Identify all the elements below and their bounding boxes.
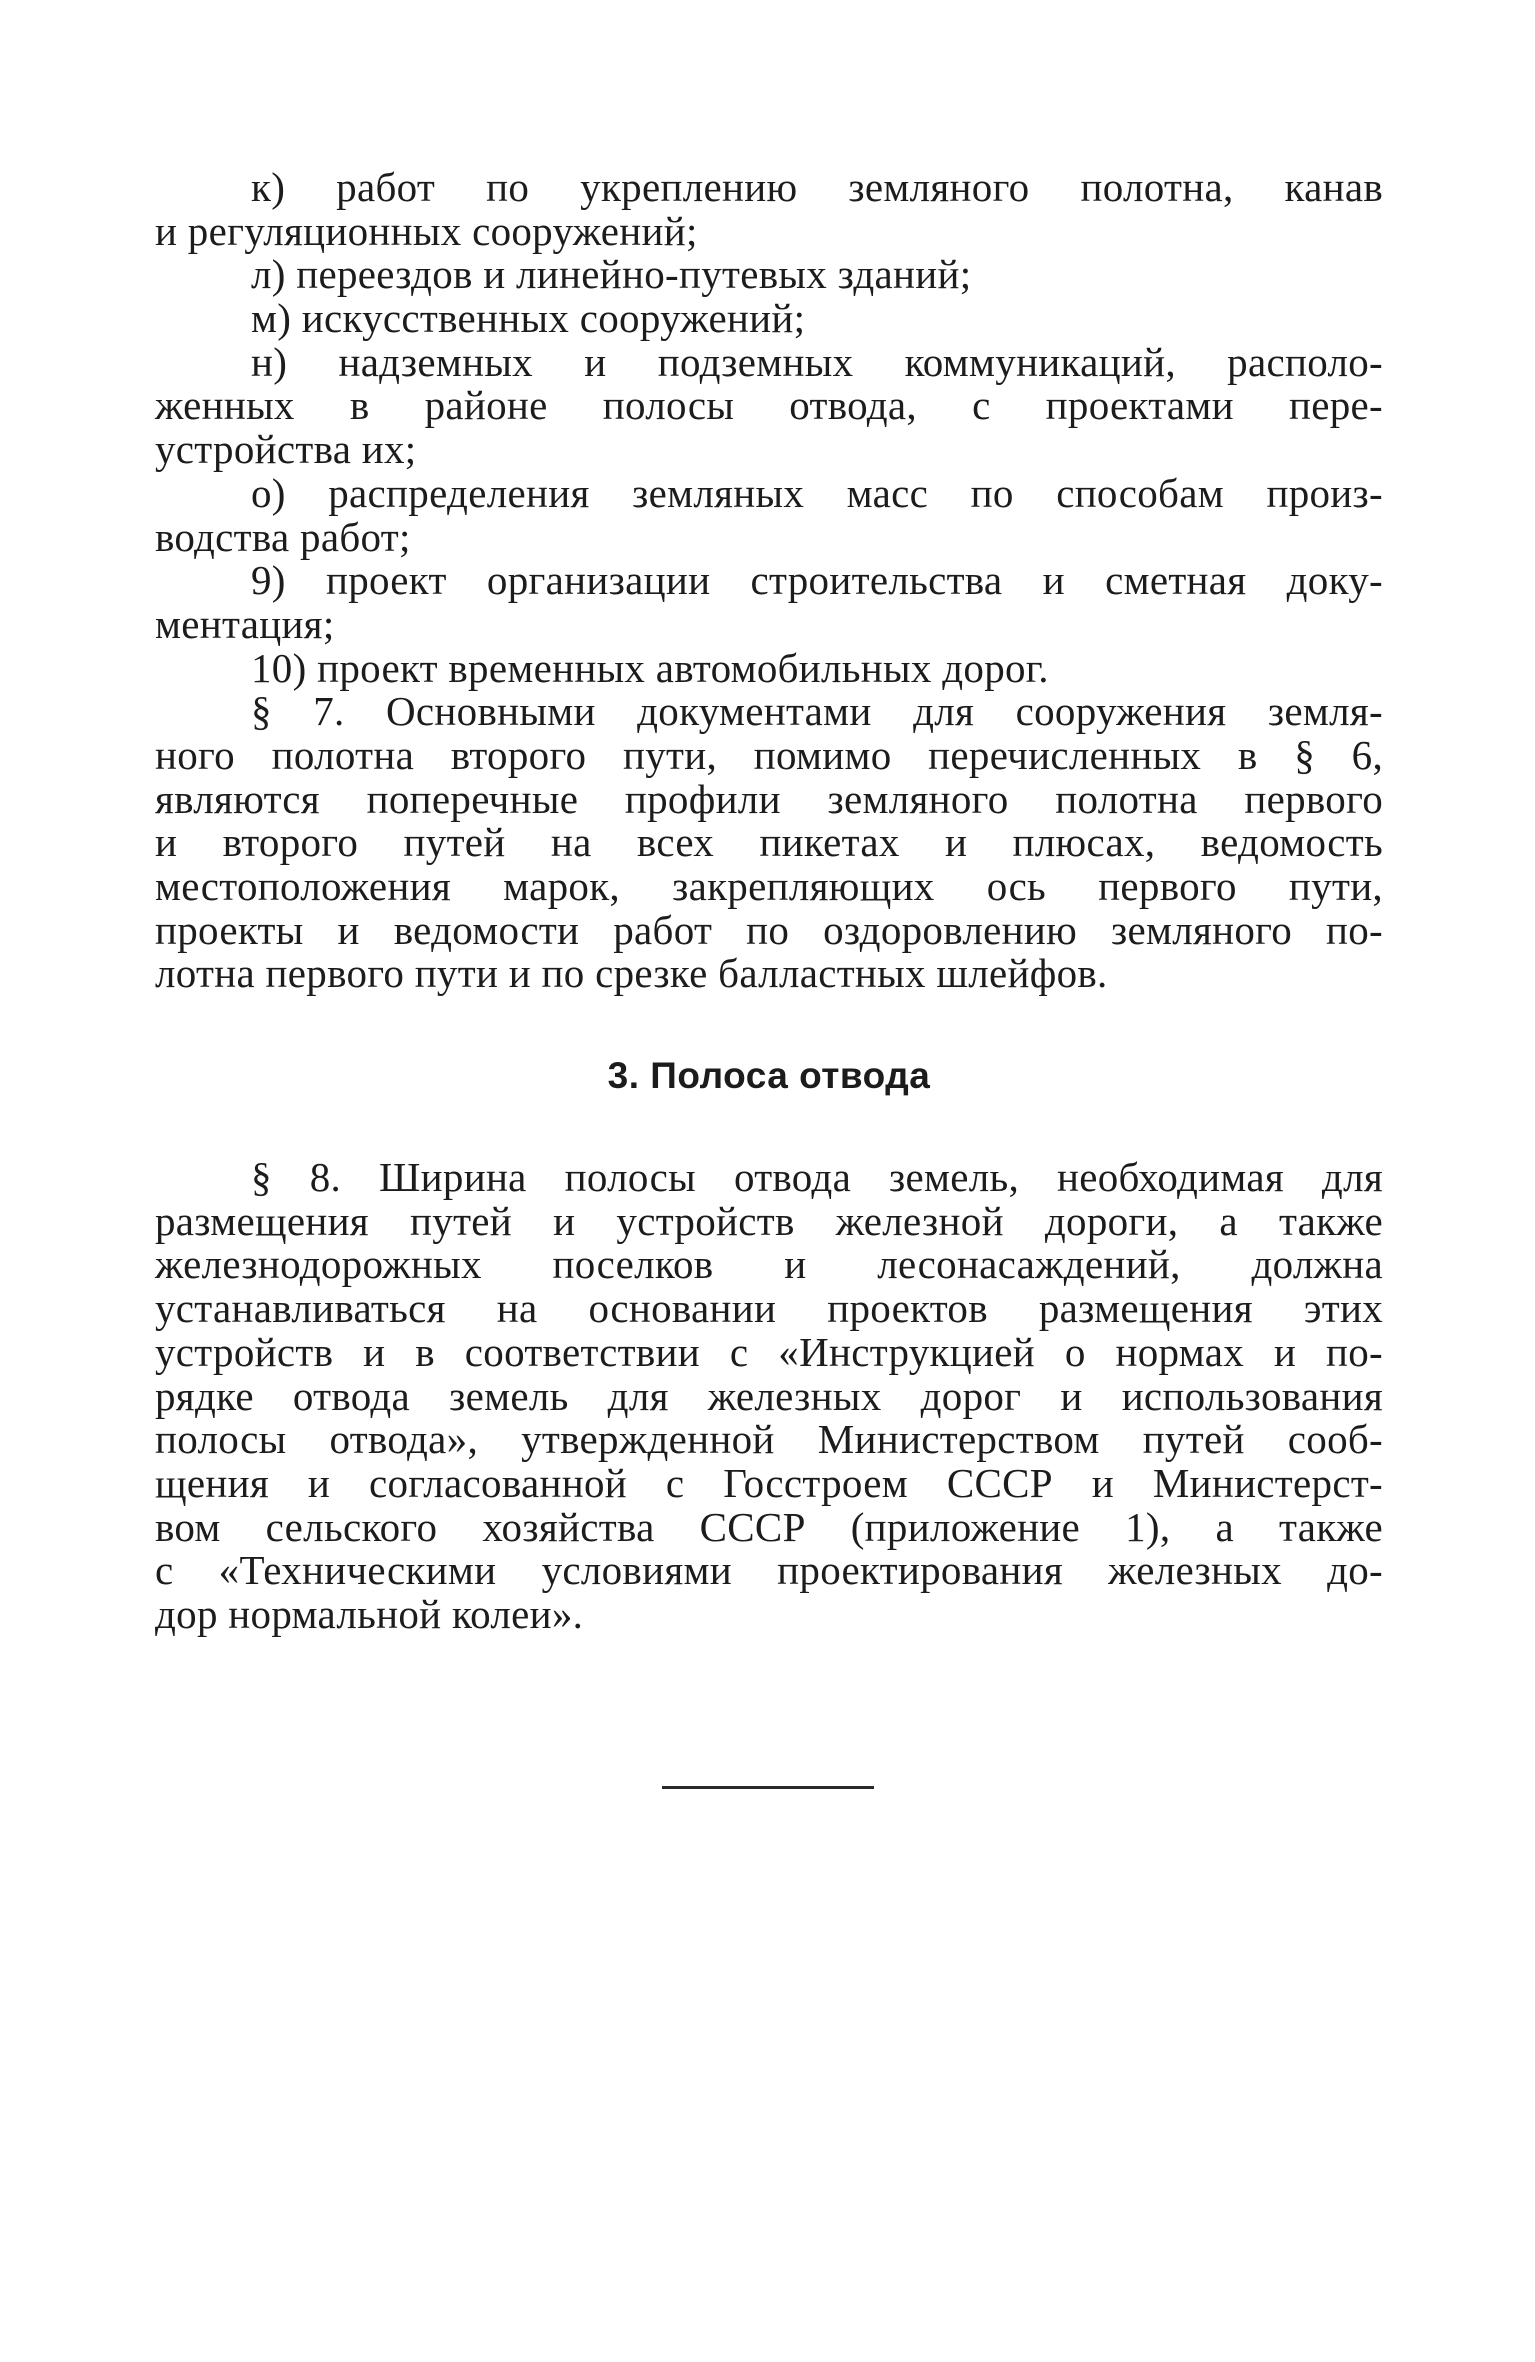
text-line: рядке отвода земель для железных дорог и использования	[155, 1372, 1383, 1419]
text-line: о) распределения земляных масс по способам произ-	[251, 469, 1383, 516]
text-line: м) искусственных сооружений;	[251, 295, 806, 342]
text-line: и регуляционных сооружений;	[155, 207, 698, 254]
text-line: 10) проект временных автомобильных дорог.	[251, 644, 1049, 691]
text-line: § 7. Основными документами для сооружения земля-	[251, 688, 1383, 735]
text-line: ного полотна второго пути, помимо перечисленных в § 6,	[155, 731, 1383, 778]
text-line: и второго путей на всех пикетах и плюсах, ведомость	[155, 819, 1383, 866]
text-line: женных в районе полосы отвода, с проектами пере-	[155, 382, 1383, 429]
text-line: устройства их;	[155, 426, 417, 473]
text-line: устройств и в соответствии с «Инструкцией о нормах и по-	[155, 1328, 1383, 1375]
text-line: железнодорожных поселков и лесонасаждений, должна	[155, 1241, 1383, 1288]
document-page	[155, 166, 1383, 1637]
text-line: ментация;	[155, 600, 335, 647]
text-line: л) переездов и линейно-путевых зданий;	[251, 251, 972, 298]
text-line: устанавливаться на основании проектов размещения этих	[155, 1285, 1383, 1332]
text-line: вом сельского хозяйства СССР (приложение 1), а также	[155, 1503, 1383, 1550]
paragraph-block-section-8	[155, 1156, 1383, 1637]
text-line: н) надземных и подземных коммуникаций, располо-	[251, 338, 1383, 385]
text-line: с «Техническими условиями проектирования железных до-	[155, 1547, 1383, 1594]
closing-rule	[662, 1786, 874, 1789]
text-line: размещения путей и устройств железной дороги, а также	[155, 1197, 1383, 1244]
text-line: дор нормальной колеи».	[155, 1590, 584, 1637]
text-line: лотна первого пути и по срезке балластных шлейфов.	[155, 950, 1108, 997]
text-line: водства работ;	[155, 513, 411, 560]
text-line: местоположения марок, закрепляющих ось первого пути,	[155, 863, 1383, 909]
text-line: проекты и ведомости работ по оздоровлению земляного по-	[155, 906, 1383, 953]
paragraph-block-list-items	[155, 166, 1383, 996]
section-heading: 3. Полоса отвода	[607, 1055, 931, 1097]
text-line: полосы отвода», утвержденной Министерством путей сооб-	[155, 1416, 1383, 1463]
text-line: являются поперечные профили земляного полотна первого	[155, 775, 1383, 822]
text-line: к) работ по укреплению земляного полотна, канав	[251, 164, 1383, 210]
text-line: 9) проект организации строительства и сметная доку-	[251, 557, 1383, 604]
text-line: щения и согласованной с Госстроем СССР и Министерст-	[155, 1459, 1383, 1506]
text-line: § 8. Ширина полосы отвода земель, необходимая для	[251, 1154, 1383, 1201]
